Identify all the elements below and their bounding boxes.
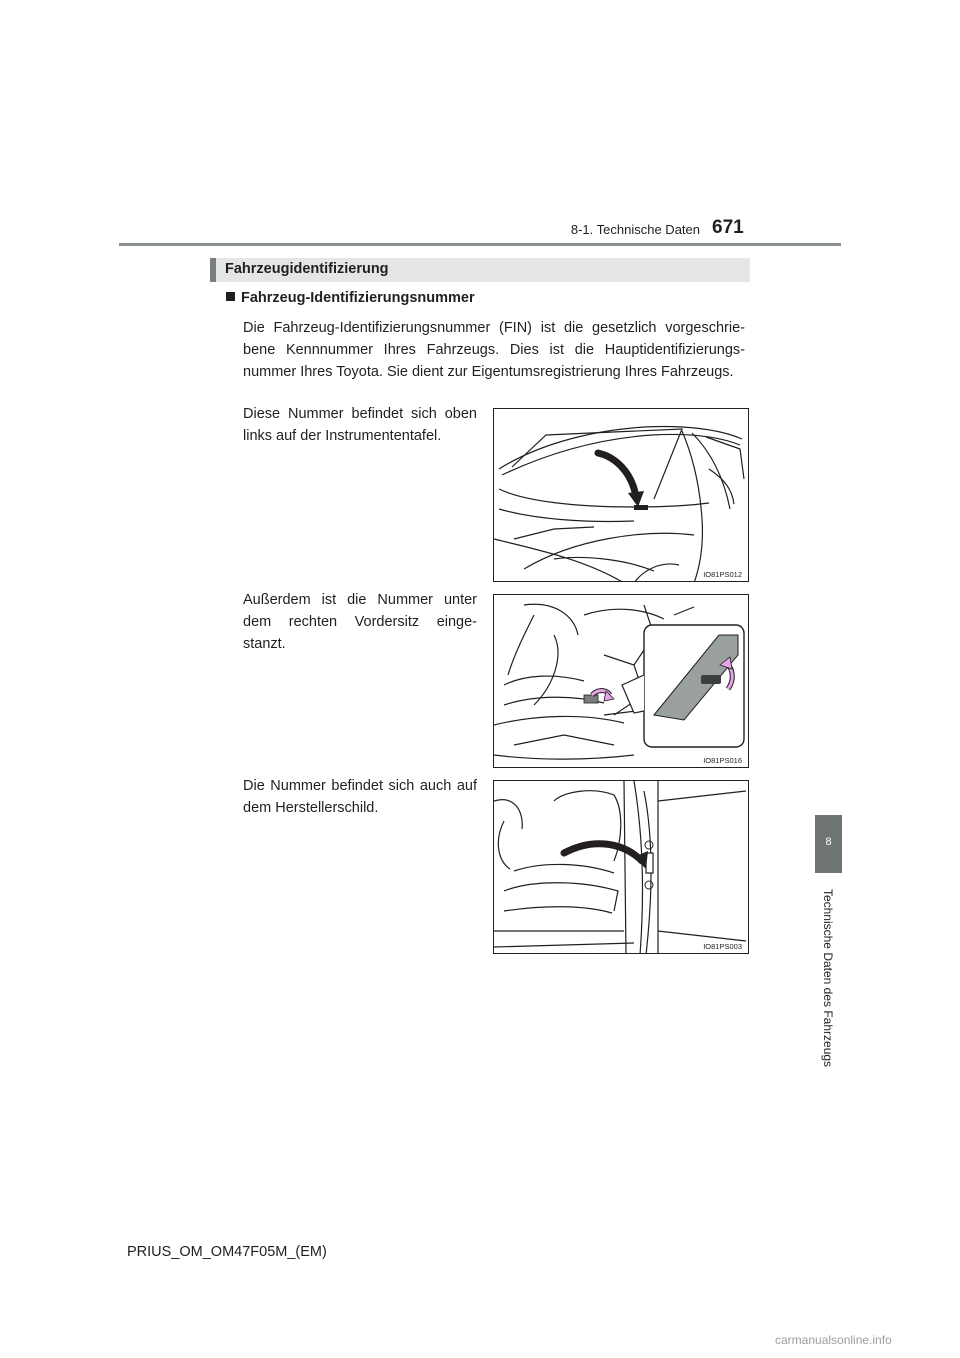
- subsection-title: Fahrzeug-Identifizierungsnummer: [241, 290, 475, 306]
- seat-illustration: [494, 595, 749, 768]
- section-marker: [210, 258, 216, 282]
- chapter-side-title: Technische Daten des Fahrzeugs: [821, 888, 835, 1068]
- figure-dashboard: [493, 408, 749, 582]
- seat-location-text: Außerdem ist die Nummer unter dem rechten Vordersitz einge-stanzt.: [243, 592, 477, 652]
- figure-code: IO81PS003: [703, 942, 742, 951]
- section-heading-bar: [210, 258, 750, 282]
- header-rule: [119, 243, 841, 246]
- figure-code: IO81PS012: [703, 570, 742, 579]
- chapter-tab: 8: [815, 815, 842, 873]
- page-number: 671: [712, 217, 744, 238]
- watermark[interactable]: carmanualsonline.info: [775, 1333, 892, 1347]
- section-title: Fahrzeugidentifizierung: [225, 261, 389, 277]
- dashboard-location-text: Diese Nummer befindet sich oben links auf der Instrumententafel.: [243, 406, 477, 444]
- header-section-title: 8-1. Technische Daten: [570, 222, 700, 237]
- figure-seat: [493, 594, 749, 768]
- label-location-text: Die Nummer befindet sich auch auf dem Herstellerschild.: [243, 778, 477, 816]
- square-bullet-icon: [226, 292, 235, 301]
- subsection-heading: [226, 290, 475, 306]
- figure-label: [493, 780, 749, 954]
- label-illustration: [494, 781, 749, 954]
- document-id: PRIUS_OM_OM47F05M_(EM): [127, 1244, 327, 1260]
- intro-paragraph: Die Fahrzeug-Identifizierungsnummer (FIN) ist die gesetzlich vorgeschrie-bene Kennnummer Ihres Fahrzeugs. Dies ist die Hauptidentifizierungs-nummer Ihres Toyota. Sie dient zur Eigentumsregistrierung Ihres Fahrzeugs.: [243, 320, 745, 380]
- figure-code: IO81PS016: [703, 756, 742, 765]
- dashboard-illustration: [494, 409, 749, 582]
